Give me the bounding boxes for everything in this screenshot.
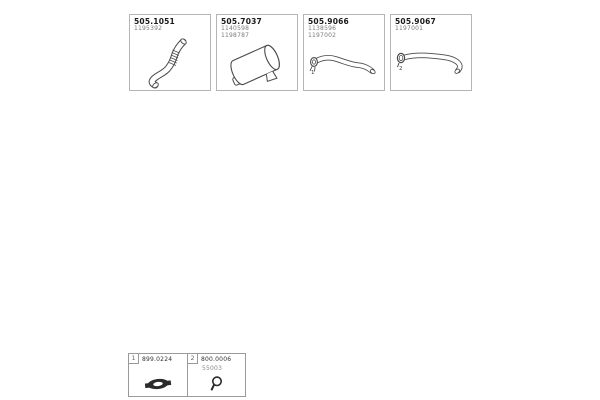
accessory-code: 899.0224 [142,356,173,363]
part-header [391,15,471,33]
part-code: 505.7037 [221,17,262,26]
callout-number: 1 [311,70,315,76]
middle-pipe-drawing [304,37,384,89]
end-pipe-drawing [391,37,471,89]
part-oe-number: 1198787 [221,31,250,39]
part-box-505-9067[interactable] [390,14,472,91]
part-oe-number: 1138596 [308,25,337,33]
muffler-drawing [217,37,297,89]
downpipe-flex-drawing [130,37,210,89]
clamp-drawing [188,375,245,392]
accessory-header [188,354,245,364]
accessory-sub-code: 55003 [202,365,223,372]
callout-number: 2 [399,66,403,72]
part-oe-number: 1195392 [134,25,163,33]
part-box-505-7037[interactable] [216,14,298,91]
part-oe-number: 1197001 [395,25,424,33]
part-code: 505.1051 [134,17,175,26]
part-oe-number: 1140598 [221,25,250,33]
part-box-505-1051[interactable] [129,14,211,91]
accessory-ref: 1 [129,354,139,364]
part-box-505-9066[interactable] [303,14,385,91]
accessory-header [129,354,187,364]
part-header [130,15,210,33]
part-header [304,15,384,39]
gasket-drawing [129,375,187,392]
accessory-code: 800.0006 [201,356,232,363]
accessories-table [128,353,246,397]
part-code: 505.9067 [395,17,436,26]
part-oe-number: 1197002 [308,31,337,39]
part-code: 505.9066 [308,17,349,26]
accessory-cell-gasket [129,354,187,396]
part-header [217,15,297,39]
accessory-ref: 2 [188,354,198,364]
accessory-cell-clamp [187,354,245,396]
